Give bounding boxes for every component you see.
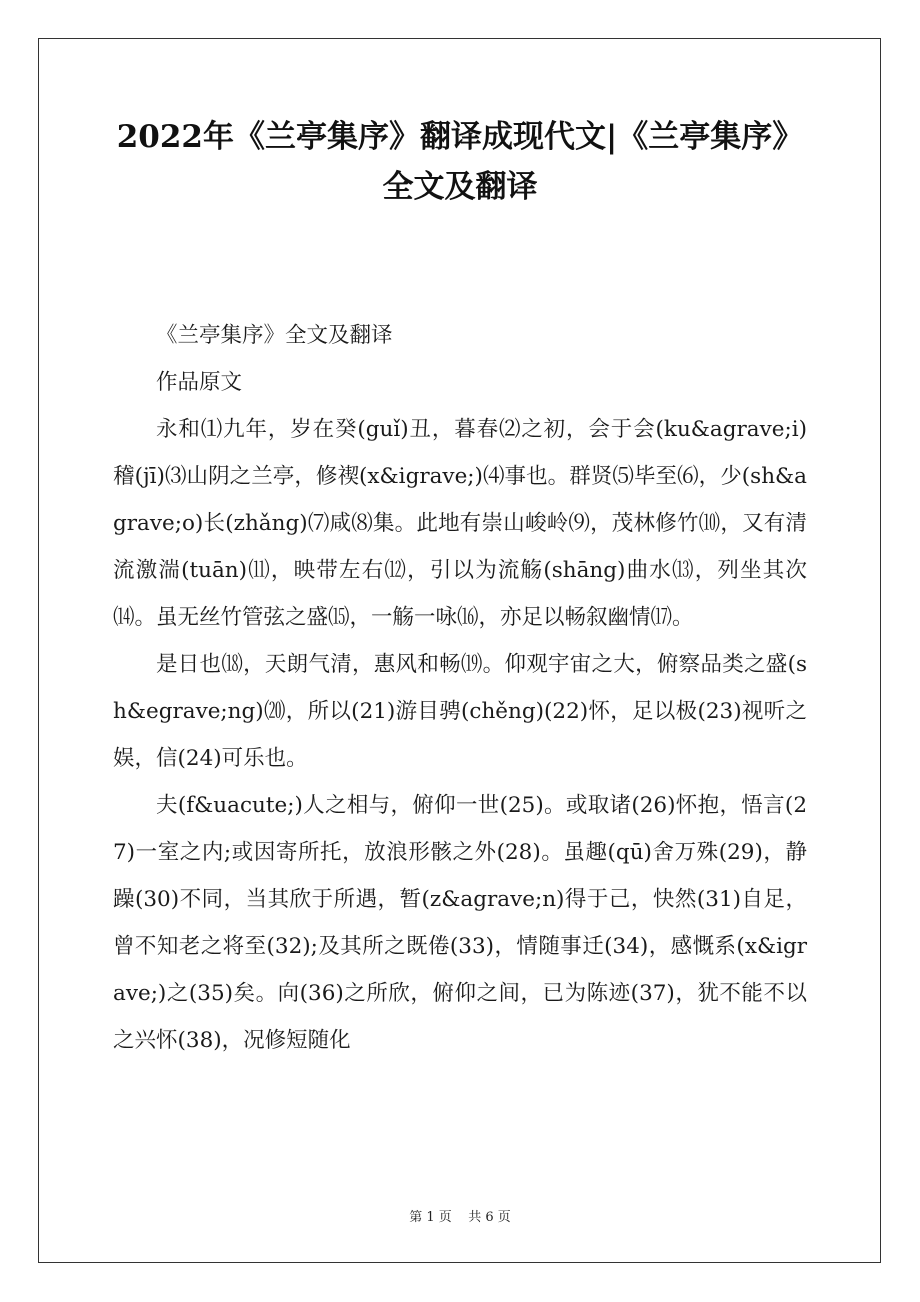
paragraph-text: 夫(f&uacute;)人之相与，俯仰一世(25)。或取诸(26)怀抱，悟言(27)一室之内;或因寄所托，放浪形骸之外(28)。虽趣(qū)舍万殊(29)，静躁(30)不同，当其欣于所遇，暂(z&agrave;n)得于己，快然(31)自足，曾不知老之将至(32);及其所之既倦(33)，情随事迁(34)，感慨系(x&igrave;)之(35)矣。向(36)之所欣，俯仰之间，已为陈迹(37)，犹不能不以之兴怀(38)，况修短随化 (113, 793, 807, 1053)
paragraph-heading: 《兰亭集序》全文及翻译 (156, 323, 393, 348)
paragraph-text: 永和⑴九年，岁在癸(guǐ)丑，暮春⑵之初，会于会(ku&agrave;i)稽(jī)⑶山阴之兰亭，修禊(x&igrave;)⑷事也。群贤⑸毕至⑹，少(sh&agrave;o)长(zhǎng)⑺咸⑻集。此地有崇山峻岭⑼，茂林修竹⑽，又有清流激湍(tuān)⑾，映带左右⑿，引以为流觞(shāng)曲水⒀，列坐其次⒁。虽无丝竹管弦之盛⒂，一觞一咏⒃，亦足以畅叙幽情⒄。 (113, 417, 807, 630)
page-footer (0, 1206, 920, 1225)
page-number: 第 1 页 共 6 页 (409, 1210, 511, 1225)
document-body (113, 312, 807, 1064)
paragraph-text: 是日也⒅，天朗气清，惠风和畅⒆。仰观宇宙之大，俯察品类之盛(sh&egrave;ng)⒇，所以(21)游目骋(chěng)(22)怀，足以极(23)视听之娱，信(24)可乐也。 (113, 652, 807, 771)
paragraph-section-label: 作品原文 (156, 370, 243, 395)
document-title: 2022年《兰亭集序》翻译成现代文|《兰亭集序》全文及翻译 (116, 119, 804, 205)
